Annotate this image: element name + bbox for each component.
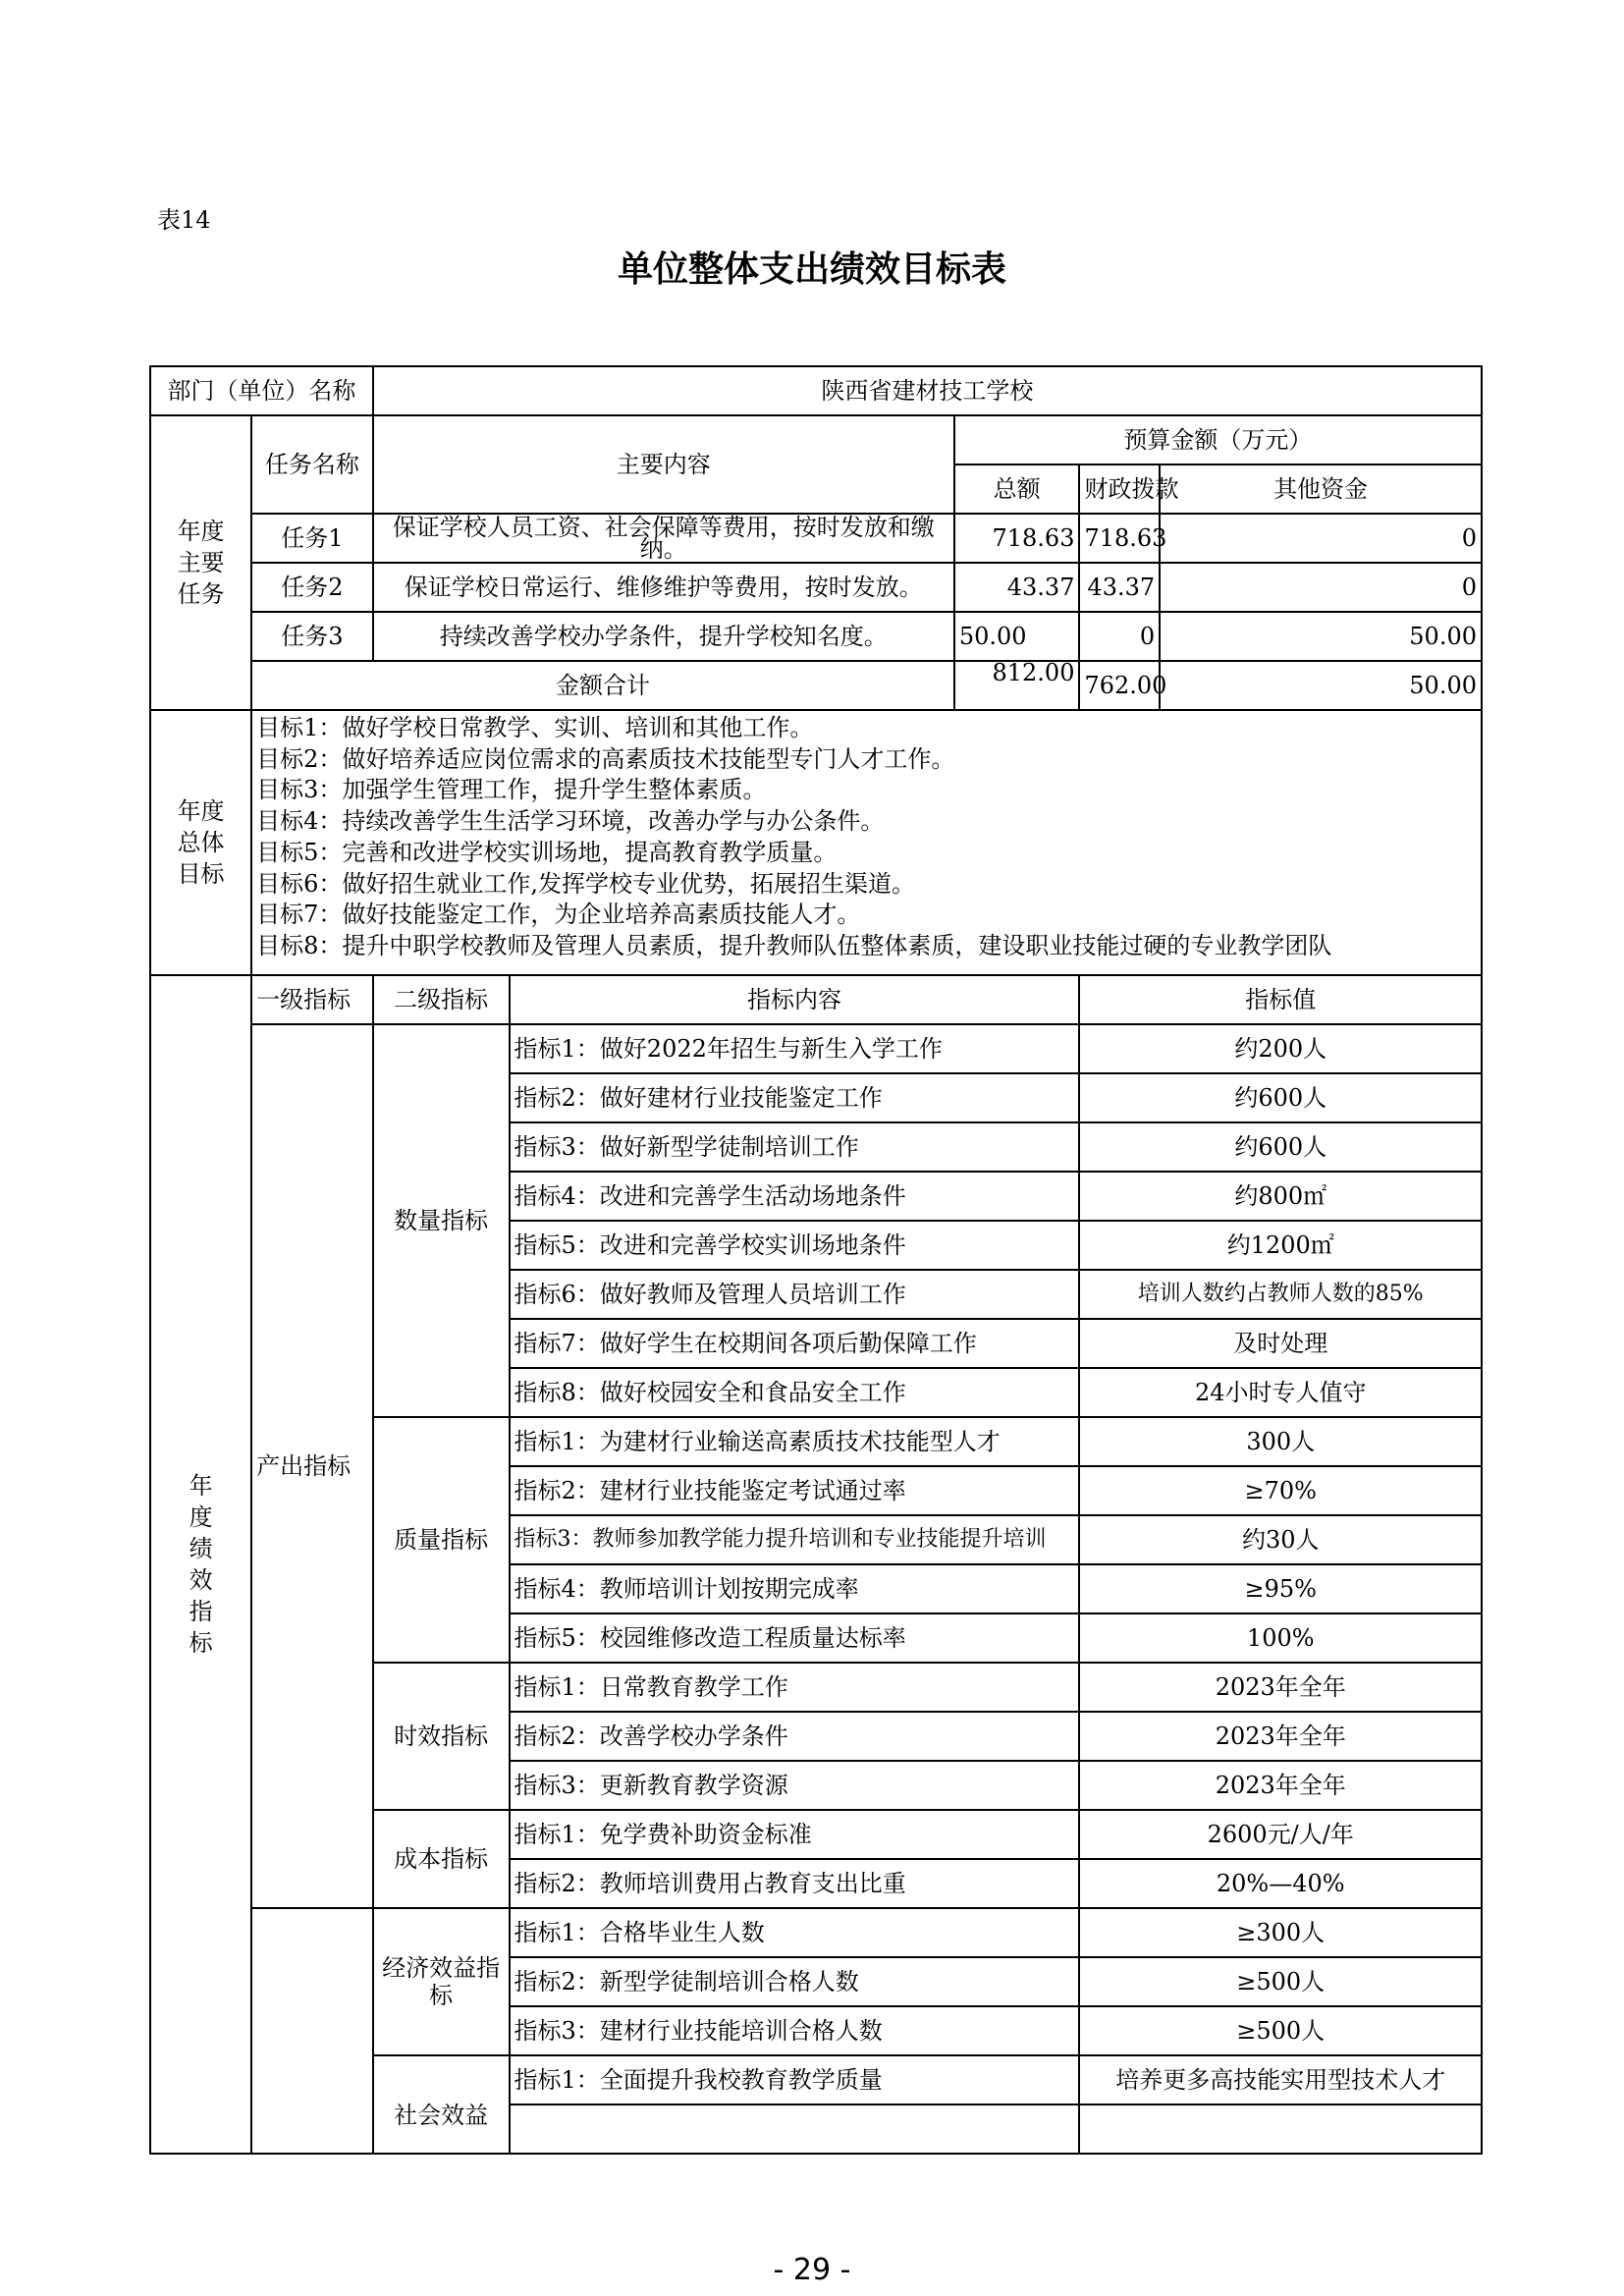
indicator-value: 培养更多高技能实用型技术人才: [1079, 2055, 1482, 2105]
budget-other-header: 其他资金: [1160, 465, 1482, 514]
indicator-value: 培训人数约占教师人数的85%: [1079, 1270, 1482, 1319]
budget-total-header: 总额: [954, 465, 1080, 514]
task-name: 任务2: [251, 563, 373, 612]
sum-fiscal: 762.00: [1079, 661, 1160, 710]
indicator-content: 指标6：做好教师及管理人员培训工作: [510, 1270, 1080, 1319]
goal-item: 目标7：做好技能鉴定工作，为企业培养高素质技能人才。: [256, 901, 861, 929]
task-fiscal: 718.63: [1079, 514, 1160, 563]
task-sum-row: [150, 661, 1482, 710]
goal-item: 目标2：做好培养适应岗位需求的高素质技术技能型专门人才工作。: [256, 744, 955, 773]
indicator-value: ≥95%: [1079, 1564, 1482, 1613]
indicator-value: ≥300人: [1079, 1908, 1482, 1957]
indicator-content: 指标2：建材行业技能鉴定考试通过率: [510, 1466, 1080, 1515]
tasks-section-label: 年度 主要 任务: [150, 415, 251, 710]
task-name: 任务3: [251, 612, 373, 661]
indicator-value: 约600人: [1079, 1122, 1482, 1172]
goal-item: 目标1：做好学校日常教学、实训、培训和其他工作。: [256, 714, 814, 741]
indicator-content: 指标2：改善学校办学条件: [510, 1712, 1080, 1761]
goals-section-label: 年度 总体 目标: [150, 710, 251, 975]
indicator-value: ≥500人: [1079, 1957, 1482, 2006]
indicator-content: [510, 2105, 1080, 2154]
indicator-content: 指标5：校园维修改造工程质量达标率: [510, 1613, 1080, 1663]
goal-item: 目标8：提升中职学校教师及管理人员素质，提升教师队伍整体素质，建设职业技能过硬的专业教学团队: [256, 931, 1332, 959]
indicator-value: 2023年全年: [1079, 1712, 1482, 1761]
page-title: 单位整体支出绩效目标表: [617, 249, 1006, 290]
sum-label: 金额合计: [251, 661, 954, 710]
task-total: 43.37: [954, 563, 1080, 612]
performance-table-frame: [149, 365, 1483, 2129]
indicator-value: 24小时专人值守: [1079, 1368, 1482, 1417]
sum-other: 50.00: [1160, 661, 1482, 710]
indicator-content: 指标1：合格毕业生人数: [510, 1908, 1080, 1957]
task-row: [150, 563, 1482, 612]
quality-indicator-label: 质量指标: [373, 1417, 510, 1663]
indicator-value: ≥500人: [1079, 2006, 1482, 2055]
indicator-content: 指标3：建材行业技能培训合格人数: [510, 2006, 1080, 2055]
goals-row: [150, 710, 1482, 975]
indicator-content: 指标1：全面提升我校教育教学质量: [510, 2055, 1080, 2105]
economic-indicator-label: 经济效益指标: [373, 1908, 510, 2055]
cost-indicator-label: 成本指标: [373, 1810, 510, 1908]
value-header: 指标值: [1079, 975, 1482, 1024]
indicator-value: 2600元/人/年: [1079, 1810, 1482, 1859]
indicator-content: 指标5：改进和完善学校实训场地条件: [510, 1221, 1080, 1270]
indicators-section-label: 年 度 绩 效 指 标: [150, 975, 251, 2154]
indicator-content: 指标2：做好建材行业技能鉴定工作: [510, 1073, 1080, 1122]
task-content: 持续改善学校办学条件，提升学校知名度。: [373, 612, 954, 661]
indicator-content: 指标1：为建材行业输送高素质技术技能型人才: [510, 1417, 1080, 1466]
indicator-content: 指标2：教师培训费用占教育支出比重: [510, 1859, 1080, 1908]
timeliness-indicator-label: 时效指标: [373, 1663, 510, 1810]
indicator-value: 20%—40%: [1079, 1859, 1482, 1908]
indicator-content: 指标3：更新教育教学资源: [510, 1761, 1080, 1810]
benefit-indicator-label: [251, 1908, 373, 2154]
performance-target-table: [149, 365, 1483, 2155]
indicator-value: 约800㎡: [1079, 1172, 1482, 1221]
task-content-header: 主要内容: [373, 415, 954, 514]
level1-header: 一级指标: [251, 975, 373, 1024]
goal-item: 目标6：做好招生就业工作,发挥学校专业优势，拓展招生渠道。: [256, 869, 916, 898]
indicator-row: [150, 1024, 1482, 1073]
table-number: 表14: [157, 206, 211, 234]
indicator-value: 约600人: [1079, 1073, 1482, 1122]
task-row: [150, 612, 1482, 661]
goal-item: 目标5：完善和改进学校实训场地，提高教育教学质量。: [256, 838, 838, 866]
indicator-header-row: [150, 975, 1482, 1024]
content-header: 指标内容: [510, 975, 1080, 1024]
goal-item: 目标3：加强学生管理工作，提升学生整体素质。: [256, 776, 767, 804]
task-name-header: 任务名称: [251, 415, 373, 514]
dept-name: 陕西省建材技工学校: [373, 366, 1482, 415]
level2-header: 二级指标: [373, 975, 510, 1024]
task-name: 任务1: [251, 514, 373, 563]
indicator-value: [1079, 2105, 1482, 2154]
indicator-value: 100%: [1079, 1613, 1482, 1663]
budget-fiscal-header: 财政拨款: [1079, 465, 1160, 514]
task-other: 50.00: [1160, 612, 1482, 661]
indicator-value: 300人: [1079, 1417, 1482, 1466]
indicator-content: 指标1：免学费补助资金标准: [510, 1810, 1080, 1859]
dept-label: 部门（单位）名称: [150, 366, 373, 415]
indicator-value: 约30人: [1079, 1515, 1482, 1564]
goals-list: [251, 710, 1482, 975]
indicator-value: 及时处理: [1079, 1319, 1482, 1368]
task-fiscal: 0: [1079, 612, 1160, 661]
task-content: 保证学校日常运行、维修维护等费用，按时发放。: [373, 563, 954, 612]
social-indicator-label: 社会效益: [373, 2055, 510, 2154]
task-total: 718.63: [954, 514, 1080, 563]
indicator-content: 指标4：教师培训计划按期完成率: [510, 1564, 1080, 1613]
indicator-content: 指标7：做好学生在校期间各项后勤保障工作: [510, 1319, 1080, 1368]
indicator-content: 指标3：教师参加教学能力提升培训和专业技能提升培训: [510, 1515, 1080, 1564]
output-indicator-label: 产出指标: [251, 1024, 373, 1908]
goal-item: 目标4：持续改善学生生活学习环境，改善办学与办公条件。: [256, 807, 885, 836]
indicator-row: [150, 1908, 1482, 1957]
budget-header: 预算金额（万元）: [954, 415, 1482, 465]
task-other: 0: [1160, 563, 1482, 612]
task-content: 保证学校人员工资、社会保障等费用，按时发放和缴纳。: [373, 514, 954, 563]
indicator-value: 约1200㎡: [1079, 1221, 1482, 1270]
indicator-content: 指标2：新型学徒制培训合格人数: [510, 1957, 1080, 2006]
dept-row: [150, 366, 1482, 415]
task-other: 0: [1160, 514, 1482, 563]
task-total: 50.00: [954, 612, 1080, 661]
sum-total: 812.00: [954, 661, 1080, 710]
indicator-value: ≥70%: [1079, 1466, 1482, 1515]
indicator-content: 指标8：做好校园安全和食品安全工作: [510, 1368, 1080, 1417]
page-number: - 29 -: [773, 2253, 851, 2287]
indicator-value: 2023年全年: [1079, 1761, 1482, 1810]
indicator-content: 指标1：日常教育教学工作: [510, 1663, 1080, 1712]
task-header-row: [150, 415, 1482, 465]
indicator-value: 约200人: [1079, 1024, 1482, 1073]
task-row: [150, 514, 1482, 563]
indicator-value: 2023年全年: [1079, 1663, 1482, 1712]
task-fiscal: 43.37: [1079, 563, 1160, 612]
indicator-content: 指标4：改进和完善学生活动场地条件: [510, 1172, 1080, 1221]
indicator-content: 指标1：做好2022年招生与新生入学工作: [510, 1024, 1080, 1073]
indicator-content: 指标3：做好新型学徒制培训工作: [510, 1122, 1080, 1172]
quantity-indicator-label: 数量指标: [373, 1024, 510, 1417]
